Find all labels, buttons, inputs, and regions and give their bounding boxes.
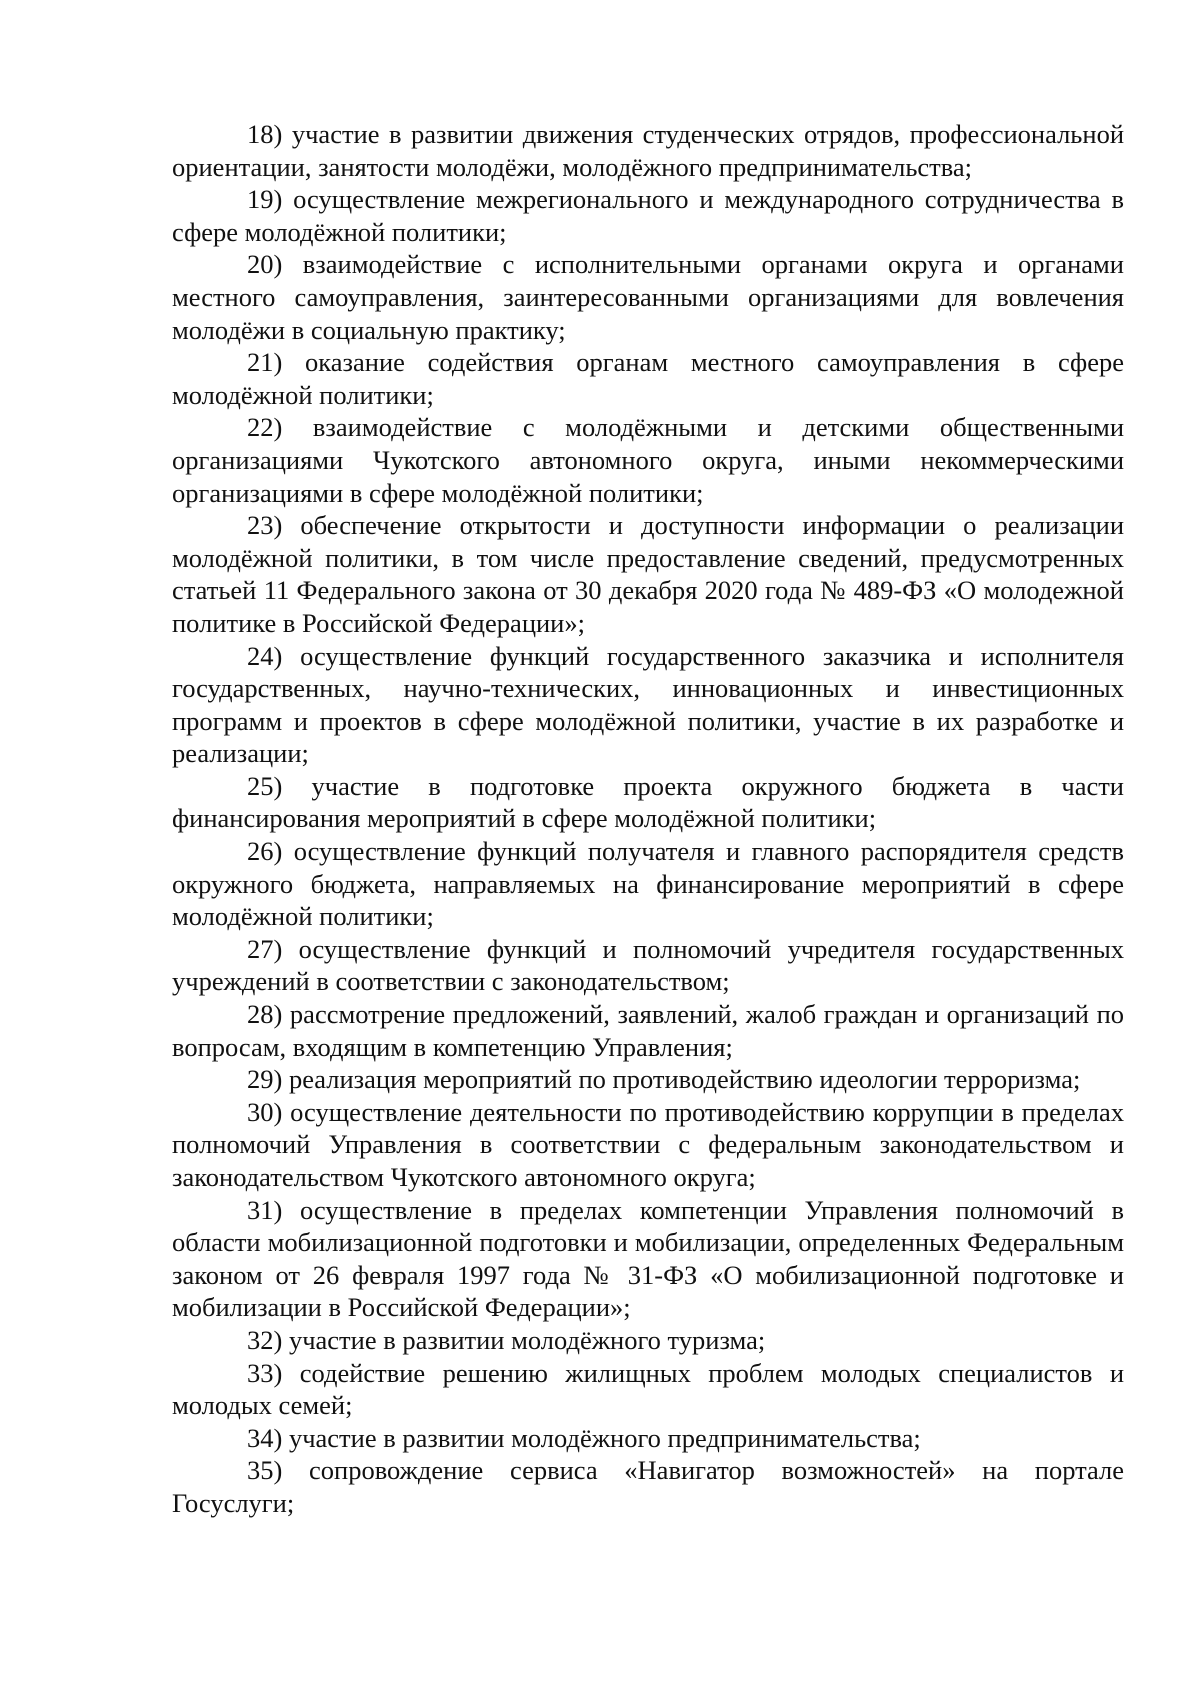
list-item: 22) взаимодействие с молодёжными и детскими общественными организациями Чукотского автономного округа, иными некоммерческими организациями в сфере молодёжной политики; [172,412,1124,508]
list-item: 35) сопровождение сервиса «Навигатор возможностей» на портале Госуслуги; [172,1455,1124,1518]
list-item: 26) осуществление функций получателя и главного распорядителя средств окружного бюджета, направляемых на финансирование мероприятий в сфере молодёжной политики; [172,836,1124,932]
list-item: 28) рассмотрение предложений, заявлений, жалоб граждан и организаций по вопросам, входящим в компетенцию Управления; [172,999,1124,1062]
document-body [172,118,1124,1520]
list-item: 18) участие в развитии движения студенческих отрядов, профессиональной ориентации, занятости молодёжи, молодёжного предпринимательства; [172,119,1124,182]
list-item: 25) участие в подготовке проекта окружного бюджета в части финансирования мероприятий в сфере молодёжной политики; [172,770,1124,834]
list-item: 31) осуществление в пределах компетенции Управления полномочий в области мобилизационной подготовки и мобилизации, определенных Федеральным законом от 26 февраля 1997 года № 31-ФЗ «О мобилизационной подготовке и мобилизации в Российской Федерации»; [172,1194,1124,1323]
list-item: 30) осуществление деятельности по противодействию коррупции в пределах полномочий Управления в соответствии с федеральным законодательством и законодательством Чукотского автономного округа; [172,1096,1124,1192]
list-item: 32) участие в развитии молодёжного туризма; [247,1324,766,1355]
list-item: 34) участие в развитии молодёжного предпринимательства; [247,1422,921,1453]
list-item: 21) оказание содействия органам местного самоуправления в сфере молодёжной политики; [172,347,1124,410]
list-item: 29) реализация мероприятий по противодействию идеологии терроризма; [247,1064,1081,1095]
list-item: 27) осуществление функций и полномочий учредителя государственных учреждений в соответствии с законодательством; [172,933,1124,997]
list-item: 33) содействие решению жилищных проблем молодых специалистов и молодых семей; [172,1357,1124,1421]
list-item: 19) осуществление межрегионального и международного сотрудничества в сфере молодёжной политики; [172,184,1124,247]
list-item: 24) осуществление функций государственного заказчика и исполнителя государственных, научно-технических, инновационных и инвестиционных программ и проектов в сфере молодёжной политики, участие в их разработке и реализации; [172,640,1124,769]
list-item: 23) обеспечение открытости и доступности информации о реализации молодёжной политики, в том числе предоставление сведений, предусмотренных статьей 11 Федерального закона от 30 декабря 2020 года № 489-ФЗ «О молодежной политике в Российской Федерации»; [172,510,1124,638]
list-item: 20) взаимодействие с исполнительными органами округа и органами местного самоуправления, заинтересованными организациями для вовлечения молодёжи в социальную практику; [172,249,1124,345]
